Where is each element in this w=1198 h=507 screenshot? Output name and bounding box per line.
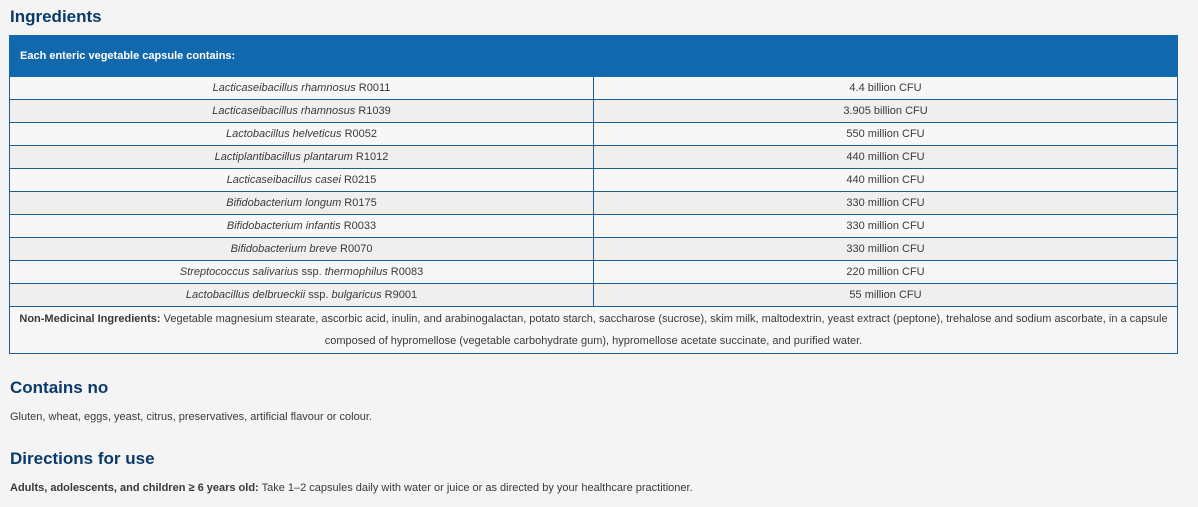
directions-heading: Directions for use — [10, 449, 155, 468]
ingredient-amount-cell: 330 million CFU — [594, 192, 1178, 215]
ingredient-name-cell — [10, 169, 594, 192]
contains-no-text: Gluten, wheat, eggs, yeast, citrus, preservatives, artificial flavour or colour. — [10, 411, 372, 423]
ingredient-name-cell — [10, 284, 594, 307]
table-row — [10, 123, 1178, 146]
non-medicinal-row — [10, 307, 1178, 354]
strain-code: R0070 — [340, 243, 373, 255]
non-medicinal-text: Vegetable magnesium stearate, ascorbic acid, inulin, and arabinogalactan, potato starch, saccharose (sucrose), skim milk, maltodextrin, yeast extract (peptone), trehalose and sodium ascorbate, in a capsule composed of hypromellose (vegetable carbohydrate gum), hypromellose acetate succinate, and purified water. — [163, 313, 1168, 347]
ingredient-amount-cell: 440 million CFU — [594, 169, 1178, 192]
subspecies-name: bulgaricus — [331, 289, 382, 301]
directions-body: Take 1–2 capsules daily with water or juice or as directed by your healthcare practitioner. — [261, 482, 693, 494]
species-name: Bifidobacterium longum — [226, 197, 342, 209]
ingredient-amount-cell: 330 million CFU — [594, 238, 1178, 261]
ingredient-amount-cell: 3.905 billion CFU — [594, 100, 1178, 123]
ingredient-amount-cell: 330 million CFU — [594, 215, 1178, 238]
ingredient-name-cell — [10, 215, 594, 238]
table-row — [10, 100, 1178, 123]
ingredient-name-cell — [10, 192, 594, 215]
species-name: Lacticaseibacillus casei — [226, 174, 341, 186]
table-row — [10, 215, 1178, 238]
ingredient-amount-cell: 55 million CFU — [594, 284, 1178, 307]
table-header-row — [10, 36, 1178, 77]
ingredient-name-cell — [10, 146, 594, 169]
directions-text — [10, 482, 693, 494]
ingredients-table-body — [10, 77, 1178, 354]
subspecies-name: thermophilus — [324, 266, 388, 278]
ingredients-heading: Ingredients — [10, 7, 102, 26]
species-name: Lactobacillus helveticus — [225, 128, 342, 140]
table-row — [10, 238, 1178, 261]
species-name: Lactiplantibacillus plantarum — [214, 151, 353, 163]
table-row — [10, 146, 1178, 169]
table-header: Each enteric vegetable capsule contains: — [10, 36, 1178, 77]
directions-label: Adults, adolescents, and children ≥ 6 years old: — [10, 482, 259, 494]
strain-code: R9001 — [384, 289, 418, 301]
ingredient-amount-cell: 4.4 billion CFU — [594, 77, 1178, 100]
species-name: Bifidobacterium breve — [230, 243, 337, 255]
ingredient-name-cell — [10, 123, 594, 146]
strain-code: R0175 — [344, 197, 377, 209]
ingredient-amount-cell: 220 million CFU — [594, 261, 1178, 284]
species-name: Lactobacillus delbrueckii — [185, 289, 306, 301]
species-name: Bifidobacterium infantis — [226, 220, 341, 232]
ingredient-name-cell — [10, 261, 594, 284]
species-name: Streptococcus salivarius — [179, 266, 299, 278]
table-row — [10, 284, 1178, 307]
ingredient-name-cell — [10, 77, 594, 100]
strain-code: R1012 — [355, 151, 389, 163]
ingredient-amount-cell: 440 million CFU — [594, 146, 1178, 169]
contains-no-heading: Contains no — [10, 378, 109, 397]
strain-code: R1039 — [358, 105, 391, 117]
strain-code: R0052 — [344, 128, 378, 140]
non-medicinal-cell — [10, 307, 1178, 354]
ingredients-table — [9, 35, 1178, 354]
ingredient-name-cell — [10, 238, 594, 261]
non-medicinal-label: Non-Medicinal Ingredients: — [19, 313, 161, 325]
ssp-label: ssp. — [308, 289, 329, 301]
strain-code: R0033 — [343, 220, 377, 232]
strain-code: R0215 — [343, 174, 377, 186]
ssp-label: ssp. — [301, 266, 322, 278]
species-name: Lacticaseibacillus rhamnosus — [212, 105, 356, 117]
strain-code: R0011 — [358, 82, 391, 94]
table-row — [10, 261, 1178, 284]
strain-code: R0083 — [390, 266, 424, 278]
table-row — [10, 169, 1178, 192]
ingredient-amount-cell: 550 million CFU — [594, 123, 1178, 146]
table-row — [10, 77, 1178, 100]
ingredient-name-cell — [10, 100, 594, 123]
species-name: Lacticaseibacillus rhamnosus — [212, 82, 356, 94]
table-row — [10, 192, 1178, 215]
